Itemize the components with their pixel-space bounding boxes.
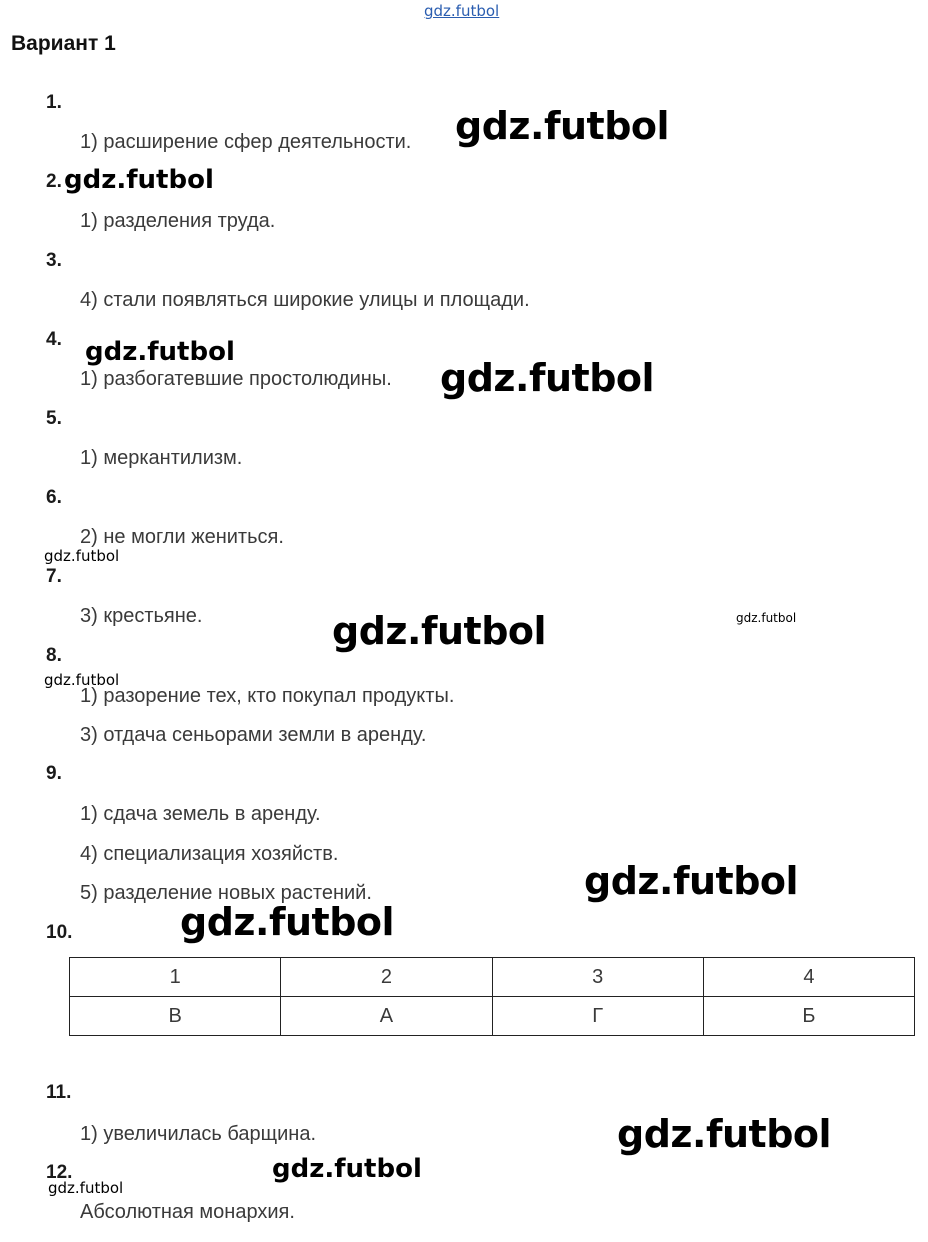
question-number: 5. — [46, 408, 62, 429]
answer-text: 5) разделение новых растений. — [80, 882, 372, 904]
answer-text: 1) разделения труда. — [80, 210, 276, 232]
watermark-text: gdz.futbol — [64, 165, 214, 195]
answer-text: 4) специализация хозяйств. — [80, 843, 339, 865]
question-number: 12. — [46, 1162, 73, 1183]
watermark-text: gdz.futbol — [332, 609, 547, 653]
question-number: 11. — [46, 1082, 72, 1103]
answer-text: 1) разорение тех, кто покупал продукты. — [80, 685, 455, 707]
answer-text: 2) не могли жениться. — [80, 526, 284, 548]
watermark-text: gdz.futbol — [584, 859, 799, 903]
answer-text: 3) отдача сеньорами земли в аренду. — [80, 724, 427, 746]
watermark-text: gdz.futbol — [48, 1179, 124, 1197]
question-number: 4. — [46, 329, 62, 350]
answer-text: 4) стали появляться широкие улицы и площади. — [80, 289, 530, 311]
watermark-text: gdz.futbol — [44, 671, 120, 689]
table-header-cell: 3 — [492, 958, 703, 997]
question-number: 3. — [46, 250, 62, 271]
table-row-values — [70, 997, 915, 1036]
watermark-text: gdz.futbol — [85, 337, 235, 367]
answer-text: 1) увеличилась барщина. — [80, 1123, 316, 1145]
watermark-text: gdz.futbol — [617, 1112, 832, 1156]
table-value-cell: Б — [703, 997, 914, 1036]
answer-text: 3) крестьяне. — [80, 605, 203, 627]
watermark-text: gdz.futbol — [440, 356, 655, 400]
table-header-cell: 1 — [70, 958, 281, 997]
table-row-header — [70, 958, 915, 997]
table-value-cell: Г — [492, 997, 703, 1036]
question-number: 10. — [46, 922, 73, 943]
question-number: 7. — [46, 566, 62, 587]
question-number: 1. — [46, 92, 62, 113]
question-number: 6. — [46, 487, 62, 508]
table-value-cell: А — [281, 997, 492, 1036]
answer-text: Абсолютная монархия. — [80, 1201, 295, 1223]
answer-text: 1) расширение сфер деятельности. — [80, 131, 412, 153]
watermark-text: gdz.futbol — [272, 1154, 422, 1184]
watermark-text: gdz.futbol — [180, 900, 395, 944]
answer-text: 1) сдача земель в аренду. — [80, 803, 321, 825]
watermark-text: gdz.futbol — [44, 547, 120, 565]
table-value-cell: В — [70, 997, 281, 1036]
answer-text: 1) меркантилизм. — [80, 447, 243, 469]
watermark-text: gdz.futbol — [736, 611, 797, 625]
question-number: 8. — [46, 645, 62, 666]
table-header-cell: 2 — [281, 958, 492, 997]
question-number: 9. — [46, 763, 62, 784]
match-table — [69, 957, 915, 1036]
answer-text: 1) разбогатевшие простолюдины. — [80, 368, 392, 390]
page-title: Вариант 1 — [11, 32, 116, 55]
question-number: 2. — [46, 171, 62, 192]
table-header-cell: 4 — [703, 958, 914, 997]
site-watermark-link[interactable]: gdz.futbol — [424, 2, 500, 20]
watermark-text: gdz.futbol — [455, 104, 670, 148]
